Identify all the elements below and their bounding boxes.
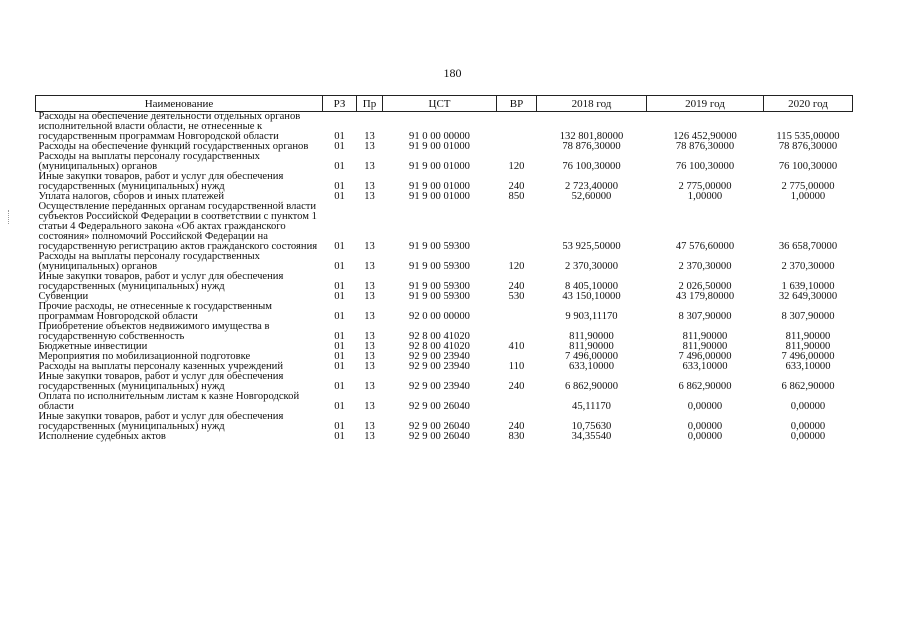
- cell-rz: 01: [334, 421, 345, 432]
- cell-2019: 633,10000: [682, 361, 728, 372]
- cell-vr: [497, 202, 537, 252]
- cell-rz: 01: [334, 241, 345, 252]
- cell-rz: 01: [334, 331, 345, 342]
- cell-name: Расходы на выплаты персоналу казенных учреждений: [38, 361, 283, 372]
- table-row: [36, 372, 853, 392]
- cell-2019: 0,00000: [687, 431, 723, 442]
- cell-cst: 91 9 00 01000: [409, 181, 470, 192]
- table-row: [36, 252, 853, 272]
- cell-2018: 45,11170: [572, 401, 611, 412]
- cell-rz: 01: [334, 261, 345, 272]
- cell-2019: 76 100,30000: [675, 161, 735, 172]
- col-header-2020: 2020 год: [764, 96, 853, 112]
- cell-rz: 01: [334, 181, 345, 192]
- cell-name: Прочие расходы, не отнесенные к государственным программам Новгородской области: [38, 301, 273, 322]
- cell-2019: 126 452,90000: [673, 131, 737, 142]
- cell-cst: 91 9 00 01000: [409, 191, 470, 202]
- cell-vr: 530: [508, 291, 525, 302]
- cell-cst: 92 0 00 00000: [409, 311, 470, 322]
- cell-2018: 43 150,10000: [562, 291, 621, 302]
- cell-2018: 811,90000: [569, 331, 614, 342]
- cell-pr: 13: [364, 281, 375, 292]
- cell-2019: 2 775,00000: [678, 181, 732, 192]
- cell-vr: 240: [508, 281, 525, 292]
- cell-pr: 13: [364, 181, 375, 192]
- cell-2020: 811,90000: [785, 341, 831, 352]
- table-row: [36, 152, 853, 172]
- cell-name: Иные закупки товаров, работ и услуг для обеспечения государственных (муниципальных) нужд: [38, 271, 284, 292]
- cell-rz: 01: [334, 401, 345, 412]
- cell-cst: 91 9 00 01000: [409, 161, 470, 172]
- cell-2020: 1,00000: [790, 191, 826, 202]
- cell-pr: 13: [364, 241, 375, 252]
- cell-2018: 34,35540: [571, 431, 612, 442]
- cell-cst: 91 9 00 59300: [409, 241, 470, 252]
- cell-cst: 92 8 00 41020: [409, 341, 470, 352]
- cell-2019: 2 370,30000: [678, 261, 732, 272]
- cell-pr: 13: [364, 401, 375, 412]
- table-row: [36, 432, 853, 442]
- cell-2020: 6 862,90000: [781, 381, 835, 392]
- cell-vr: 120: [508, 261, 525, 272]
- cell-pr: 13: [364, 431, 375, 442]
- cell-cst: 92 8 00 41020: [409, 331, 470, 342]
- cell-vr: 240: [508, 381, 525, 392]
- cell-2019: 0,00000: [687, 421, 723, 432]
- cell-2018: 2 370,30000: [565, 261, 618, 272]
- table-row: [36, 112, 853, 143]
- table-row: [36, 172, 853, 192]
- cell-2018: 52,60000: [571, 191, 612, 202]
- cell-rz: 01: [334, 291, 345, 302]
- cell-pr: 13: [364, 331, 375, 342]
- cell-2020: 76 100,30000: [778, 161, 838, 172]
- cell-2020: 633,10000: [785, 361, 831, 372]
- cell-2019: 0,00000: [687, 401, 723, 412]
- table-row: [36, 322, 853, 342]
- cell-vr: [497, 302, 537, 322]
- cell-2019: 78 876,30000: [675, 141, 735, 152]
- cell-pr: 13: [364, 191, 375, 202]
- cell-2020: 0,00000: [790, 401, 826, 412]
- cell-2019: 7 496,00000: [678, 351, 732, 362]
- cell-vr: [497, 322, 537, 342]
- col-header-name: Наименование: [36, 96, 323, 112]
- col-header-vr: ВР: [497, 96, 537, 112]
- cell-pr: 13: [364, 361, 375, 372]
- cell-vr: [497, 142, 537, 152]
- cell-2020: 32 649,30000: [778, 291, 838, 302]
- cell-2019: 47 576,60000: [675, 241, 735, 252]
- cell-2020: 0,00000: [790, 421, 826, 432]
- cell-name: Расходы на обеспечение функций государственных органов: [38, 141, 309, 152]
- cell-2018: 9 903,11170: [565, 311, 618, 322]
- cell-name: Иные закупки товаров, работ и услуг для обеспечения государственных (муниципальных) нужд: [38, 371, 284, 392]
- cell-2020: 0,00000: [790, 431, 826, 442]
- cell-rz: 01: [334, 131, 345, 142]
- cell-cst: 91 9 00 01000: [409, 141, 470, 152]
- cell-name: Мероприятия по мобилизационной подготовке: [38, 351, 251, 362]
- cell-vr: 850: [508, 191, 525, 202]
- cell-rz: 01: [334, 361, 345, 372]
- cell-2020: 811,90000: [785, 331, 831, 342]
- cell-vr: 830: [508, 431, 525, 442]
- cell-2018: 10,75630: [571, 421, 612, 432]
- cell-cst: 92 9 00 23940: [409, 361, 470, 372]
- cell-name: Осуществление переданных органам государственной власти субъектов Российской Федерации в соответствии с пунктом 1 статьи 4 Федерального закона «Об актах гражданского состояния» полномочий Российской Федерации на государственную регистрацию актов гражданского состояния: [38, 201, 318, 252]
- cell-name: Субвенции: [38, 291, 89, 302]
- col-header-pr: Пр: [357, 96, 383, 112]
- cell-2018: 78 876,30000: [562, 141, 621, 152]
- cell-rz: 01: [334, 431, 345, 442]
- table-row: [36, 302, 853, 322]
- table-row: [36, 202, 853, 252]
- cell-vr: [497, 392, 537, 412]
- cell-name: Расходы на выплаты персоналу государственных (муниципальных) органов: [38, 251, 260, 272]
- cell-2018: 6 862,90000: [565, 381, 618, 392]
- cell-2019: 8 307,90000: [678, 311, 732, 322]
- page-number: 180: [443, 66, 462, 80]
- cell-2020: 1 639,10000: [781, 281, 835, 292]
- cell-2020: 36 658,70000: [778, 241, 838, 252]
- cell-2019: 6 862,90000: [678, 381, 732, 392]
- table-row: [36, 272, 853, 292]
- cell-name: Расходы на выплаты персоналу государственных (муниципальных) органов: [38, 151, 260, 172]
- table-header-row: [36, 96, 853, 112]
- cell-2019: 2 026,50000: [678, 281, 732, 292]
- cell-2020: 8 307,90000: [781, 311, 835, 322]
- cell-cst: 91 9 00 59300: [409, 281, 470, 292]
- cell-name: Уплата налогов, сборов и иных платежей: [38, 191, 225, 202]
- cell-cst: 91 9 00 59300: [409, 261, 470, 272]
- cell-2019: 43 179,80000: [675, 291, 735, 302]
- cell-pr: 13: [364, 311, 375, 322]
- col-header-2018: 2018 год: [537, 96, 647, 112]
- cell-rz: 01: [334, 161, 345, 172]
- col-header-2019: 2019 год: [647, 96, 764, 112]
- cell-pr: 13: [364, 341, 375, 352]
- cell-rz: 01: [334, 351, 345, 362]
- cell-rz: 01: [334, 191, 345, 202]
- cell-pr: 13: [364, 261, 375, 272]
- cell-cst: 92 9 00 23940: [409, 351, 470, 362]
- cell-pr: 13: [364, 131, 375, 142]
- cell-name: Бюджетные инвестиции: [38, 341, 148, 352]
- cell-2019: 1,00000: [687, 191, 723, 202]
- cell-2018: 76 100,30000: [562, 161, 621, 172]
- cell-name: Приобретение объектов недвижимого имущества в государственную собственность: [38, 321, 270, 342]
- cell-cst: 92 9 00 26040: [409, 401, 470, 412]
- cell-cst: 91 0 00 00000: [409, 131, 470, 142]
- cell-2018: 633,10000: [568, 361, 615, 372]
- cell-name: Оплата по исполнительным листам к казне Новгородской области: [38, 391, 300, 412]
- table-row: [36, 412, 853, 432]
- cell-2018: 2 723,40000: [565, 181, 618, 192]
- cell-2018: 8 405,10000: [565, 281, 618, 292]
- cell-name: Иные закупки товаров, работ и услуг для обеспечения государственных (муниципальных) нужд: [38, 171, 284, 192]
- cell-rz: 01: [334, 381, 345, 392]
- cell-2018: 132 801,80000: [559, 131, 624, 142]
- cell-vr: 120: [508, 161, 525, 172]
- cell-rz: 01: [334, 281, 345, 292]
- col-header-rz: РЗ: [323, 96, 357, 112]
- cell-cst: 92 9 00 26040: [409, 431, 470, 442]
- margin-mark: [8, 210, 11, 224]
- cell-cst: 92 9 00 23940: [409, 381, 470, 392]
- cell-name: Расходы на обеспечение деятельности отдельных органов исполнительной власти области, не отнесенные к государственным программам Новгородской области: [38, 111, 301, 142]
- col-header-cst: ЦСТ: [383, 96, 497, 112]
- cell-rz: 01: [334, 141, 345, 152]
- cell-2020: 78 876,30000: [778, 141, 838, 152]
- cell-pr: 13: [364, 351, 375, 362]
- cell-2020: 7 496,00000: [781, 351, 835, 362]
- cell-2020: 2 370,30000: [781, 261, 835, 272]
- cell-name: Исполнение судебных актов: [38, 431, 166, 442]
- cell-name: Иные закупки товаров, работ и услуг для обеспечения государственных (муниципальных) нужд: [38, 411, 284, 432]
- cell-vr: 110: [508, 361, 525, 372]
- cell-pr: 13: [364, 291, 375, 302]
- cell-pr: 13: [364, 381, 375, 392]
- cell-2018: 811,90000: [569, 341, 614, 352]
- cell-vr: 410: [508, 341, 525, 352]
- table-row: [36, 392, 853, 412]
- cell-2019: 811,90000: [682, 341, 728, 352]
- budget-table: [35, 95, 853, 442]
- cell-2020: 2 775,00000: [781, 181, 835, 192]
- cell-2020: 115 535,00000: [776, 131, 840, 142]
- cell-pr: 13: [364, 421, 375, 432]
- cell-cst: 91 9 00 59300: [409, 291, 470, 302]
- table-body: [36, 112, 853, 443]
- cell-cst: 92 9 00 26040: [409, 421, 470, 432]
- cell-pr: 13: [364, 141, 375, 152]
- cell-pr: 13: [364, 161, 375, 172]
- cell-vr: 240: [508, 421, 525, 432]
- cell-2018: 53 925,50000: [562, 241, 621, 252]
- cell-vr: 240: [508, 181, 525, 192]
- cell-vr: [497, 112, 537, 143]
- cell-2018: 7 496,00000: [565, 351, 618, 362]
- cell-rz: 01: [334, 311, 345, 322]
- cell-rz: 01: [334, 341, 345, 352]
- cell-2019: 811,90000: [682, 331, 728, 342]
